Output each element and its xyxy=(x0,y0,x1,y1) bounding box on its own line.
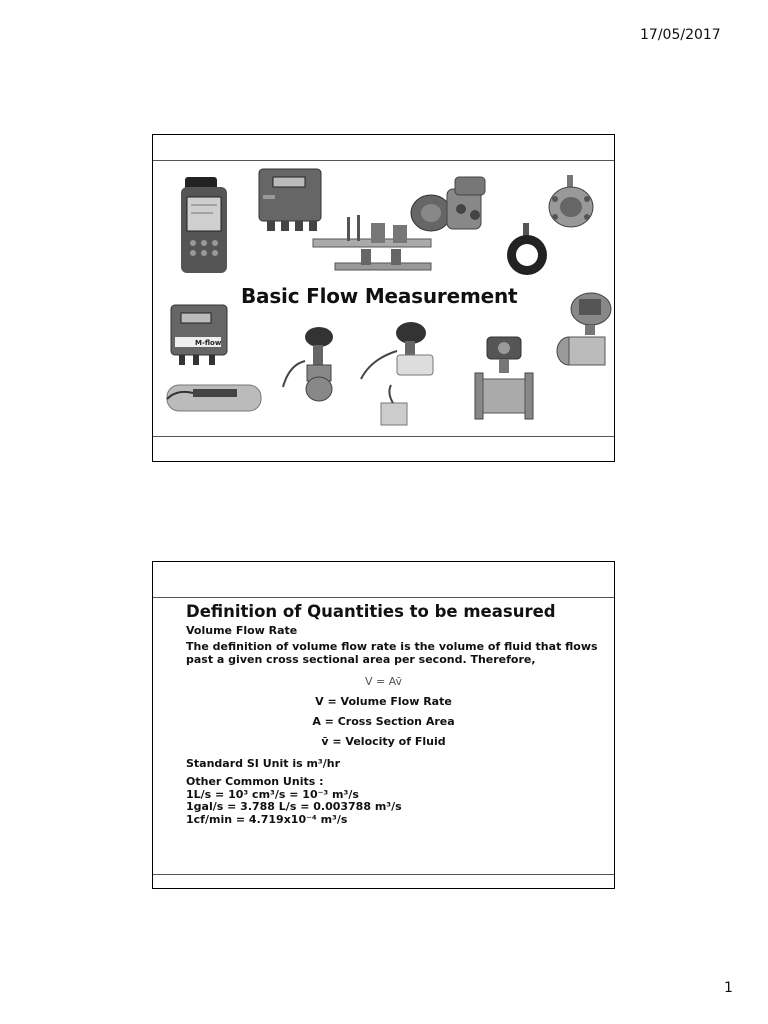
slide-basic-flow-measurement xyxy=(152,134,615,462)
variable-a-definition: A = Cross Section Area xyxy=(312,715,455,728)
slide-bottom-rule xyxy=(153,436,614,437)
page-date: 17/05/2017 xyxy=(640,27,721,43)
other-units-block xyxy=(186,776,600,826)
unit-conversion-item: 1L/s = 10³ cm³/s = 10⁻³ m³/s xyxy=(186,787,359,801)
compact-magmeter-image xyxy=(551,291,613,369)
slide-title: Basic Flow Measurement xyxy=(241,284,518,308)
slide-bottom-rule xyxy=(153,874,614,875)
clamp-on-pipe-sensor-image xyxy=(163,375,265,421)
slide-top-rule xyxy=(153,597,614,598)
flanged-magmeter-image xyxy=(471,335,535,423)
si-unit-text: Standard SI Unit is m³/hr xyxy=(186,757,341,770)
device-label: M-flow xyxy=(195,339,222,347)
unit-conversion-item: 1cf/min = 4.719x10⁻⁴ m³/s xyxy=(186,812,348,826)
variable-v-definition: V = Volume Flow Rate xyxy=(315,695,452,708)
unit-conversion-item: 1gal/s = 3.788 L/s = 0.003788 m³/s xyxy=(186,800,402,813)
flow-equation: V = Av̄ xyxy=(364,675,403,688)
orifice-plate-image xyxy=(505,221,549,277)
other-units-heading: Other Common Units : xyxy=(186,775,324,788)
handheld-flowmeter-image xyxy=(179,175,231,275)
mflow-transmitter-image xyxy=(169,303,231,369)
definition-text: The definition of volume flow rate is the volume of fluid that flows past a given cross sectional area per second. Therefore, xyxy=(186,640,598,666)
slide-subtitle: Volume Flow Rate xyxy=(186,624,298,637)
dp-transmitter-image xyxy=(409,171,495,235)
wafer-flowmeter-image xyxy=(545,173,597,231)
slide-top-rule xyxy=(153,160,614,161)
vortex-flowmeter-image xyxy=(279,325,339,405)
variable-vbar-definition: v̄ = Velocity of Fluid xyxy=(321,735,446,748)
slide-definition-of-quantities xyxy=(152,561,615,889)
turbine-flowmeter-image xyxy=(357,319,437,431)
page-number: 1 xyxy=(724,980,733,996)
slide-title: Definition of Quantities to be measured xyxy=(186,602,556,621)
